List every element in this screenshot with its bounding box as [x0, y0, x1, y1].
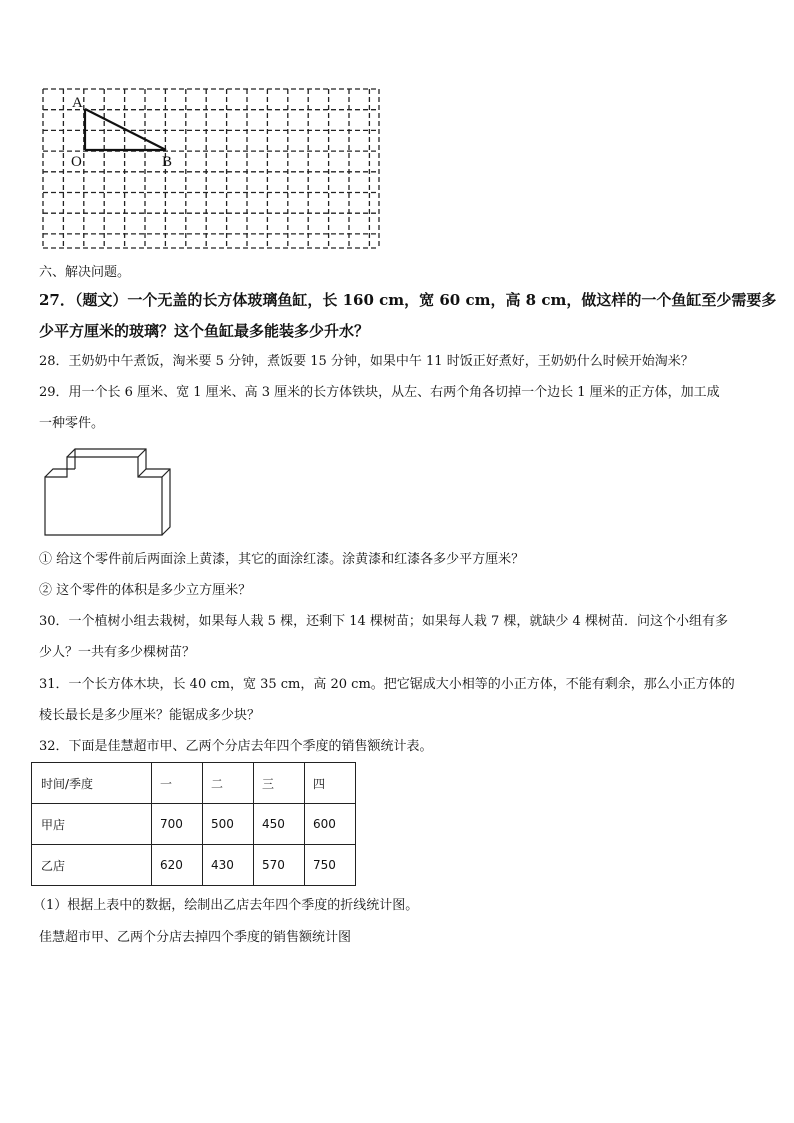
table-row [32, 845, 356, 886]
q32-chart-title: 佳慧超市甲、乙两个分店去掉四个季度的销售额统计图 [39, 930, 352, 945]
q27-line2: 少平方厘米的玻璃？这个鱼缸最多能装多少升水？ [39, 322, 370, 340]
sales-table [31, 762, 356, 886]
table-cell: 三 [254, 763, 305, 804]
section-title: 六、解决问题。 [39, 265, 131, 280]
table-row [32, 804, 356, 845]
q31-line1: 31．一个长方体木块，长 40 cm，宽 35 cm，高 20 cm。把它锯成大小相等的小正方体，不能有剩余，那么小正方体的 [39, 677, 735, 692]
q30-line1: 30．一个植树小组去栽树，如果每人栽 5 棵，还剩下 14 棵树苗；如果每人栽 7 棵，就缺少 4 棵树苗．问这个小组有多 [39, 614, 728, 629]
q32-line1: 32．下面是佳慧超市甲、乙两个分店去年四个季度的销售额统计表。 [39, 739, 433, 754]
table-cell: 乙店 [32, 845, 152, 886]
q29-line2: 一种零件。 [39, 416, 105, 431]
q28-line1: 28．王奶奶中午煮饭，淘米要 5 分钟，煮饭要 15 分钟，如果中午 11 时饭正好煮好，王奶奶什么时候开始淘米？ [39, 354, 694, 369]
table-cell: 一 [152, 763, 203, 804]
label-b: B [162, 154, 173, 170]
table-cell: 500 [203, 804, 254, 845]
table-cell: 甲店 [32, 804, 152, 845]
table-cell: 700 [152, 804, 203, 845]
table-cell: 600 [305, 804, 356, 845]
q29-sub1: ① 给这个零件前后两面涂上黄漆，其它的面涂红漆。涂黄漆和红漆各多少平方厘米？ [39, 552, 525, 567]
table-cell: 四 [305, 763, 356, 804]
q29-sub2: ② 这个零件的体积是多少立方厘米？ [39, 583, 252, 598]
q29-line1: 29．用一个长 6 厘米、宽 1 厘米、高 3 厘米的长方体铁块，从左、右两个角各切掉一个边长 1 厘米的正方体，加工成 [39, 385, 720, 400]
q30-line2: 少人？一共有多少棵树苗？ [39, 645, 196, 660]
grid-triangle-figure [38, 87, 388, 252]
table-cell: 750 [305, 845, 356, 886]
q32-sub1: （1）根据上表中的数据，绘制出乙店去年四个季度的折线统计图。 [33, 898, 419, 913]
q27-line1: 27．（题文）一个无盖的长方体玻璃鱼缸，长 160 cm，宽 60 cm，高 8 cm，做这样的一个鱼缸至少需要多 [39, 291, 777, 309]
table-cell: 620 [152, 845, 203, 886]
triangle-side-ab [85, 109, 166, 150]
table-cell: 570 [254, 845, 305, 886]
table-cell: 时间/季度 [32, 763, 152, 804]
table-header-row [32, 763, 356, 804]
label-o: O [71, 154, 82, 170]
table-cell: 450 [254, 804, 305, 845]
table-cell: 430 [203, 845, 254, 886]
q31-line2: 棱长最长是多少厘米？能锯成多少块？ [39, 708, 261, 723]
label-a: A [72, 95, 83, 111]
part-3d-figure [40, 444, 180, 540]
table-cell: 二 [203, 763, 254, 804]
